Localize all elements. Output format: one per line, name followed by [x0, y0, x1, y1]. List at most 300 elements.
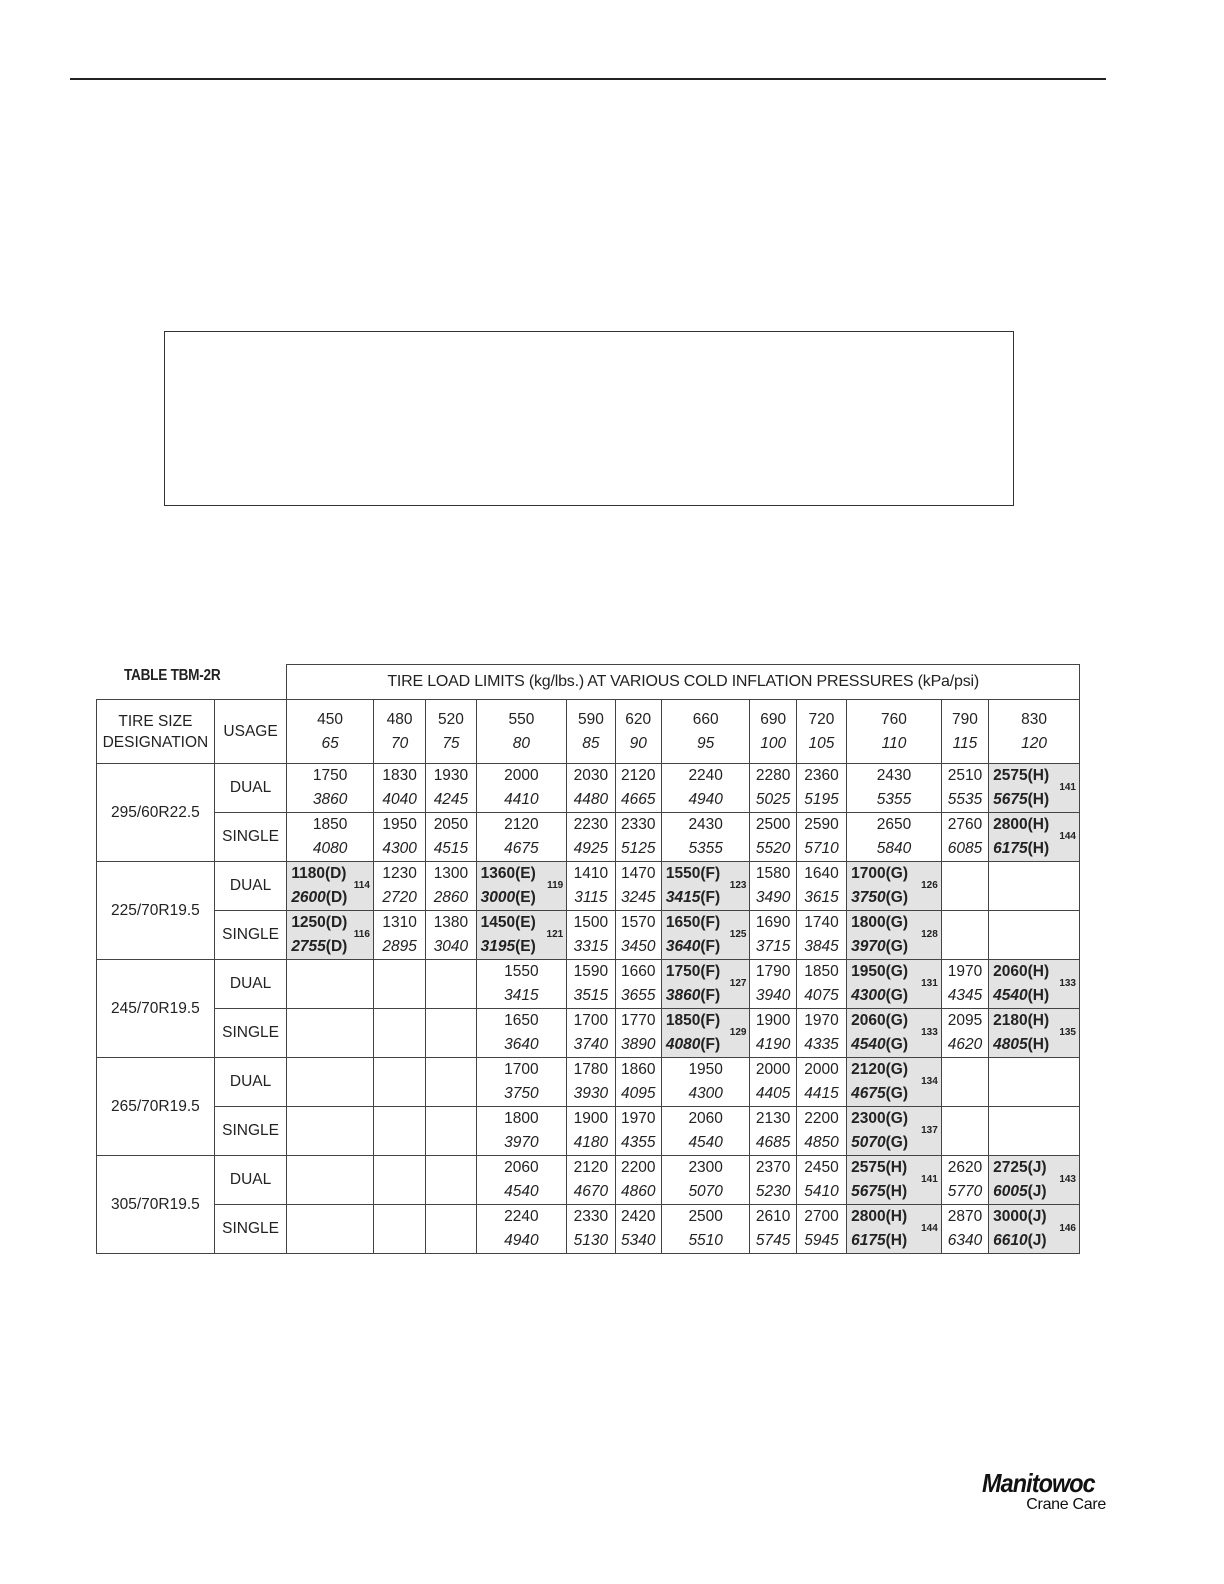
rated-load-cell: [476, 911, 567, 960]
load-index: 133: [921, 1027, 938, 1038]
kg-value: 1750: [665, 963, 701, 980]
psi-value: 115: [952, 734, 978, 752]
load-index: 123: [729, 880, 747, 891]
load-index: 135: [1059, 1027, 1076, 1038]
lb-value: 4860: [620, 1183, 656, 1200]
lb-value: 3750: [851, 889, 886, 906]
kg-value: 2330: [573, 1208, 609, 1225]
kpa-value: 590: [577, 710, 604, 728]
load-range: (G): [885, 889, 909, 906]
lb-value: 3415: [504, 987, 539, 1004]
kg-value: 1850: [312, 816, 348, 833]
usage-cell: SINGLE: [214, 1009, 287, 1058]
load-range: (H): [1027, 1012, 1050, 1029]
kpa-value: 550: [508, 710, 535, 728]
tire-size-cell: 305/70R19.5: [97, 1156, 215, 1254]
pressure-header: [426, 700, 476, 764]
empty-cell: [426, 1205, 476, 1254]
lb-value: 3040: [433, 938, 469, 955]
load-cell: [567, 813, 615, 862]
lb-value: 4540: [993, 987, 1028, 1004]
kg-value: 1900: [573, 1110, 609, 1127]
load-cell: [567, 1107, 615, 1156]
lb-value: 6175: [851, 1232, 886, 1249]
empty-cell: [941, 1107, 988, 1156]
kg-value: 2095: [947, 1012, 983, 1029]
kpa-value: 450: [317, 710, 344, 728]
lb-value: 4080: [665, 1036, 701, 1053]
rated-load-cell: [661, 1009, 750, 1058]
load-range: (G): [885, 1134, 909, 1151]
logo-wordmark: Manitowoc: [982, 1468, 1095, 1498]
psi-value: 100: [760, 734, 787, 752]
empty-cell: [287, 1058, 374, 1107]
lb-value: 5355: [876, 791, 912, 808]
empty-cell: [989, 1058, 1080, 1107]
kg-value: 2000: [504, 767, 539, 784]
lb-value: 5070: [688, 1183, 723, 1200]
lb-value: 3740: [573, 1036, 609, 1053]
pressure-header: [941, 700, 988, 764]
load-cell: [615, 813, 661, 862]
empty-cell: [989, 1107, 1080, 1156]
lb-value: 5130: [573, 1232, 609, 1249]
load-cell: [476, 1009, 567, 1058]
empty-cell: [373, 1205, 425, 1254]
kg-value: 1360: [480, 865, 516, 882]
psi-value: 65: [321, 734, 339, 752]
load-range: (F): [700, 1012, 721, 1029]
empty-cell: [941, 911, 988, 960]
load-cell: [796, 1205, 846, 1254]
kg-value: 1740: [804, 914, 839, 931]
psi-value: 80: [512, 734, 531, 752]
load-index: 121: [546, 929, 564, 940]
kg-value: 2000: [755, 1061, 791, 1078]
load-range: (G): [885, 914, 909, 931]
load-range: (E): [515, 914, 536, 931]
lb-value: 5710: [804, 840, 839, 857]
kg-value: 1660: [620, 963, 656, 980]
psi-value: 90: [629, 734, 647, 752]
table-row: [97, 960, 1080, 1009]
usage-cell: SINGLE: [214, 813, 287, 862]
load-index: 144: [1059, 831, 1076, 842]
empty-cell: [287, 1205, 374, 1254]
kg-value: 2620: [947, 1159, 983, 1176]
kpa-value: 830: [1021, 710, 1047, 728]
load-range: (F): [700, 914, 721, 931]
kg-value: 2230: [573, 816, 609, 833]
load-cell: [661, 1156, 750, 1205]
lb-value: 3890: [620, 1036, 656, 1053]
load-index: 127: [729, 978, 747, 989]
lb-value: 4040: [382, 791, 417, 808]
table-row: [97, 1107, 1080, 1156]
kg-value: 2330: [620, 816, 656, 833]
load-cell: [615, 960, 661, 1009]
kg-value: 1550: [504, 963, 539, 980]
lb-value: 4675: [504, 840, 539, 857]
kg-value: 2030: [573, 767, 609, 784]
empty-cell: [373, 1009, 425, 1058]
lb-value: 3515: [573, 987, 609, 1004]
load-range: (H): [1027, 791, 1050, 808]
load-cell: [476, 1156, 567, 1205]
kg-value: 2300: [688, 1159, 723, 1176]
load-cell: [661, 813, 750, 862]
load-range: (D): [325, 938, 348, 955]
kg-value: 1930: [433, 767, 469, 784]
lb-value: 5070: [851, 1134, 886, 1151]
lb-value: 3930: [573, 1085, 609, 1102]
load-cell: [426, 764, 476, 813]
logo-subtitle: Crane Care: [1026, 1496, 1106, 1513]
kg-value: 1550: [665, 865, 701, 882]
table-row: [97, 862, 1080, 911]
lb-value: 4665: [620, 791, 656, 808]
kpa-value: 520: [438, 710, 464, 728]
kg-value: 1650: [665, 914, 701, 931]
load-cell: [426, 862, 476, 911]
load-cell: [941, 764, 988, 813]
empty-cell: [989, 862, 1080, 911]
kg-value: 2130: [755, 1110, 791, 1127]
empty-cell: [287, 1009, 374, 1058]
kpa-value: 720: [808, 710, 835, 728]
kg-value: 3000: [993, 1208, 1028, 1225]
load-cell: [567, 1156, 615, 1205]
load-index: 133: [1059, 978, 1076, 989]
load-cell: [661, 1205, 750, 1254]
lb-value: 4245: [433, 791, 469, 808]
kg-value: 2120: [573, 1159, 609, 1176]
lb-value: 3245: [620, 889, 656, 906]
load-range: (H): [885, 1208, 908, 1225]
lb-value: 6340: [947, 1232, 983, 1249]
usage-cell: SINGLE: [214, 1107, 287, 1156]
load-cell: [796, 960, 846, 1009]
kpa-value: 760: [881, 710, 907, 728]
header-rule: [70, 78, 1106, 80]
kpa-value: 690: [760, 710, 787, 728]
lb-value: 6610: [993, 1232, 1028, 1249]
load-cell: [661, 764, 750, 813]
kg-value: 2060: [993, 963, 1028, 980]
rated-load-cell: [847, 960, 942, 1009]
rated-load-cell: [847, 1009, 942, 1058]
lb-value: 4540: [851, 1036, 886, 1053]
kg-value: 1410: [573, 865, 609, 882]
lb-value: 4335: [804, 1036, 839, 1053]
table-row: [97, 1009, 1080, 1058]
note-box: [164, 331, 1014, 506]
load-range: (G): [885, 938, 909, 955]
load-range: (F): [700, 865, 721, 882]
load-cell: [476, 960, 567, 1009]
load-range: (E): [515, 938, 536, 955]
load-range: (F): [700, 963, 721, 980]
psi-value: 85: [582, 734, 600, 752]
psi-value: 110: [881, 734, 907, 752]
rated-load-cell: [989, 960, 1080, 1009]
load-index: 119: [547, 880, 564, 891]
kg-value: 1450: [480, 914, 516, 931]
load-range: (G): [885, 1036, 909, 1053]
lb-value: 4540: [504, 1183, 539, 1200]
load-cell: [615, 1058, 661, 1107]
table-row: [97, 1205, 1080, 1254]
usage-cell: SINGLE: [214, 911, 287, 960]
lb-value: 5355: [688, 840, 723, 857]
load-cell: [476, 1107, 567, 1156]
load-cell: [615, 1156, 661, 1205]
kg-value: 1250: [291, 914, 326, 931]
tire-size-cell: 225/70R19.5: [97, 862, 215, 960]
tire-load-table: [96, 664, 1080, 1254]
kpa-value: 660: [692, 710, 719, 728]
kg-value: 2430: [688, 816, 723, 833]
lb-value: 2755: [291, 938, 326, 955]
kg-value: 1800: [504, 1110, 539, 1127]
kg-value: 2500: [688, 1208, 723, 1225]
table-row: [97, 764, 1080, 813]
load-index: 128: [921, 929, 938, 940]
load-range: (H): [1027, 840, 1050, 857]
lb-value: 3490: [755, 889, 791, 906]
lb-value: 6085: [947, 840, 983, 857]
kg-value: 2120: [620, 767, 656, 784]
lb-value: 4940: [688, 791, 723, 808]
lb-value: 3860: [665, 987, 701, 1004]
psi-value: 105: [808, 734, 835, 752]
lb-value: 3115: [574, 889, 608, 906]
empty-cell: [426, 960, 476, 1009]
empty-cell: [373, 1156, 425, 1205]
kg-value: 2120: [851, 1061, 886, 1078]
load-cell: [847, 813, 942, 862]
lb-value: 3315: [573, 938, 609, 955]
load-range: (J): [1027, 1208, 1047, 1225]
lb-value: 3970: [504, 1134, 539, 1151]
kg-value: 2700: [804, 1208, 839, 1225]
pressure-header: [796, 700, 846, 764]
load-index: 144: [921, 1223, 938, 1234]
usage-cell: DUAL: [214, 1058, 287, 1107]
lb-value: 5840: [876, 840, 912, 857]
kg-value: 2420: [620, 1208, 656, 1225]
load-cell: [567, 1058, 615, 1107]
kpa-value: 480: [386, 710, 413, 728]
load-cell: [796, 813, 846, 862]
load-range: (F): [700, 938, 721, 955]
lb-value: 6005: [993, 1183, 1028, 1200]
lb-value: 5230: [755, 1183, 791, 1200]
lb-value: 4300: [688, 1085, 723, 1102]
lb-value: 2720: [382, 889, 417, 906]
kg-value: 2360: [804, 767, 839, 784]
kg-value: 1950: [382, 816, 417, 833]
usage-header: USAGE: [214, 700, 287, 764]
load-index: 146: [1059, 1223, 1076, 1234]
empty-cell: [941, 1058, 988, 1107]
load-cell: [796, 1009, 846, 1058]
lb-value: 3940: [755, 987, 791, 1004]
kpa-value: 790: [952, 710, 978, 728]
lb-value: 4095: [620, 1085, 656, 1102]
load-cell: [796, 1107, 846, 1156]
lb-value: 3655: [620, 987, 656, 1004]
kg-value: 2370: [755, 1159, 791, 1176]
load-cell: [426, 813, 476, 862]
load-cell: [661, 1107, 750, 1156]
load-range: (F): [700, 1036, 721, 1053]
psi-value: 70: [390, 734, 409, 752]
load-range: (E): [515, 889, 536, 906]
kg-value: 2500: [755, 816, 791, 833]
lb-value: 3715: [755, 938, 791, 955]
lb-value: 3615: [804, 889, 839, 906]
kg-value: 1860: [620, 1061, 656, 1078]
rated-load-cell: [661, 911, 750, 960]
kg-value: 1800: [851, 914, 886, 931]
usage-cell: DUAL: [214, 862, 287, 911]
load-index: 141: [1059, 782, 1076, 793]
empty-cell: [941, 862, 988, 911]
lb-value: 3195: [480, 938, 516, 955]
kg-value: 1850: [665, 1012, 701, 1029]
load-cell: [750, 1107, 796, 1156]
kg-value: 1850: [804, 963, 839, 980]
lb-value: 3845: [804, 938, 839, 955]
lb-value: 4075: [804, 987, 839, 1004]
empty-cell: [287, 1107, 374, 1156]
rated-load-cell: [847, 1205, 942, 1254]
load-cell: [373, 911, 425, 960]
load-range: (G): [885, 865, 909, 882]
load-cell: [567, 1009, 615, 1058]
table-title: TIRE LOAD LIMITS (kg/lbs.) AT VARIOUS COLD INFLATION PRESSURES (kPa/psi): [287, 665, 1080, 700]
lb-value: 3970: [851, 938, 886, 955]
load-range: (D): [325, 889, 348, 906]
load-range: (J): [1027, 1159, 1047, 1176]
kg-value: 1650: [504, 1012, 539, 1029]
load-range: (J): [1027, 1183, 1047, 1200]
load-range: (E): [515, 865, 536, 882]
rated-load-cell: [661, 960, 750, 1009]
tire-size-header: TIRE SIZE DESIGNATION: [97, 700, 215, 764]
kg-value: 2060: [851, 1012, 886, 1029]
kg-value: 2450: [804, 1159, 839, 1176]
kg-value: 1580: [755, 865, 791, 882]
lb-value: 5745: [755, 1232, 791, 1249]
kg-value: 1790: [755, 963, 791, 980]
lb-value: 4620: [947, 1036, 983, 1053]
load-range: (D): [325, 914, 348, 931]
empty-cell: [426, 1058, 476, 1107]
kg-value: 1590: [573, 963, 609, 980]
rated-load-cell: [847, 1058, 942, 1107]
kg-value: 1780: [573, 1061, 609, 1078]
lb-value: 3000: [480, 889, 516, 906]
lb-value: 5675: [993, 791, 1028, 808]
rated-load-cell: [847, 862, 942, 911]
load-cell: [847, 764, 942, 813]
load-range: (F): [700, 987, 721, 1004]
lb-value: 4515: [433, 840, 469, 857]
load-index: 141: [921, 1174, 938, 1185]
load-cell: [476, 1205, 567, 1254]
lb-value: 5520: [755, 840, 791, 857]
kg-value: 1900: [755, 1012, 791, 1029]
load-cell: [567, 862, 615, 911]
kg-value: 1700: [851, 865, 886, 882]
load-index: 125: [729, 929, 747, 940]
lb-value: 4190: [755, 1036, 791, 1053]
kg-value: 2800: [993, 816, 1028, 833]
lb-value: 2895: [382, 938, 417, 955]
load-cell: [941, 1205, 988, 1254]
kg-value: 2800: [851, 1208, 886, 1225]
load-cell: [750, 813, 796, 862]
rated-load-cell: [847, 1107, 942, 1156]
kg-value: 2650: [876, 816, 912, 833]
kg-value: 2760: [947, 816, 983, 833]
kg-value: 2575: [993, 767, 1028, 784]
lb-value: 4300: [382, 840, 417, 857]
kg-value: 1700: [573, 1012, 609, 1029]
lb-value: 4850: [804, 1134, 839, 1151]
lb-value: 5025: [755, 791, 791, 808]
table-row: [97, 813, 1080, 862]
load-cell: [661, 1058, 750, 1107]
load-cell: [941, 1009, 988, 1058]
load-index: 114: [353, 880, 370, 891]
rated-load-cell: [847, 911, 942, 960]
kg-value: 2240: [688, 767, 723, 784]
load-cell: [476, 1058, 567, 1107]
rated-load-cell: [287, 911, 374, 960]
load-index: 116: [353, 929, 370, 940]
lb-value: 4940: [504, 1232, 539, 1249]
load-range: (D): [324, 865, 347, 882]
table-row: [97, 911, 1080, 960]
kg-value: 1470: [620, 865, 656, 882]
empty-cell: [287, 960, 374, 1009]
lb-value: 3640: [504, 1036, 539, 1053]
lb-value: 4180: [573, 1134, 609, 1151]
pressure-header: [661, 700, 750, 764]
pressure-header: [989, 700, 1080, 764]
load-range: (H): [1027, 963, 1050, 980]
kg-value: 2590: [804, 816, 839, 833]
empty-cell: [989, 911, 1080, 960]
kg-value: 2120: [504, 816, 539, 833]
load-cell: [476, 813, 567, 862]
psi-value: 95: [697, 734, 715, 752]
rated-load-cell: [847, 1156, 942, 1205]
empty-cell: [287, 1156, 374, 1205]
kg-value: 1770: [620, 1012, 656, 1029]
kg-value: 2575: [851, 1159, 886, 1176]
load-cell: [750, 1009, 796, 1058]
lb-value: 3860: [312, 791, 348, 808]
rated-load-cell: [989, 813, 1080, 862]
lb-value: 4670: [573, 1183, 609, 1200]
lb-value: 4300: [851, 987, 886, 1004]
empty-cell: [426, 1107, 476, 1156]
psi-value: 75: [442, 734, 460, 752]
